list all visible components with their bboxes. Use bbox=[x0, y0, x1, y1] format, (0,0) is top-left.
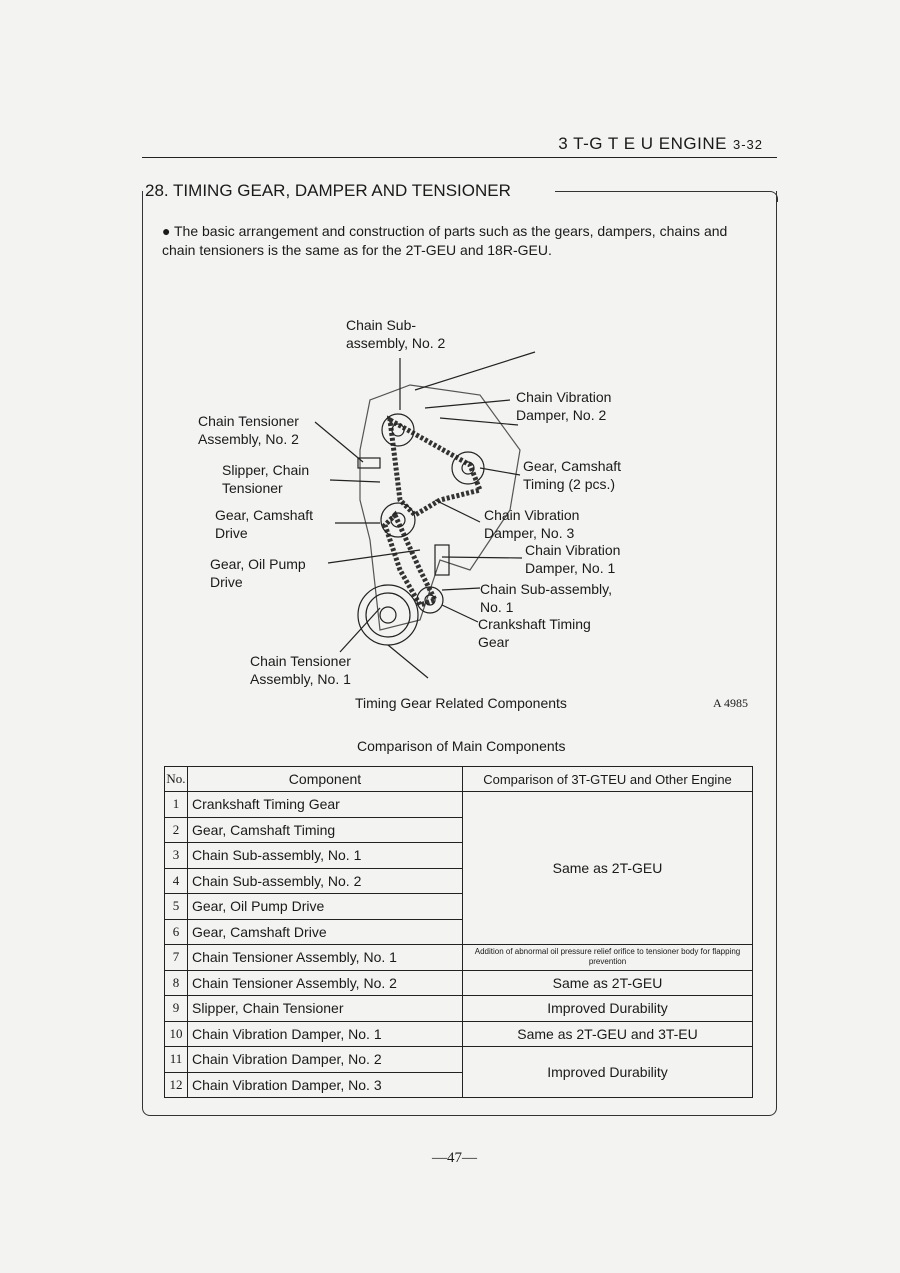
row-no: 6 bbox=[165, 919, 188, 945]
row-component: Chain Sub-assembly, No. 1 bbox=[188, 843, 463, 869]
page-code: 3-32 bbox=[732, 137, 763, 152]
section-title: 28. TIMING GEAR, DAMPER AND TENSIONER bbox=[145, 181, 519, 201]
row-comparison: Addition of abnormal oil pressure relief orifice to tensioner body for flapping prevention bbox=[463, 945, 753, 971]
page-header bbox=[558, 134, 763, 154]
label-chain-tensioner-no2: Chain Tensioner Assembly, No. 2 bbox=[198, 413, 299, 447]
label-chain-sub-no1: Chain Sub-assembly, No. 1 bbox=[480, 581, 613, 615]
row-no: 5 bbox=[165, 894, 188, 920]
table-row bbox=[165, 1021, 753, 1047]
row-component: Gear, Camshaft Drive bbox=[188, 919, 463, 945]
label-chain-vib-damper-no2: Chain Vibration Damper, No. 2 bbox=[516, 389, 612, 423]
row-component: Slipper, Chain Tensioner bbox=[188, 996, 463, 1022]
row-component: Chain Sub-assembly, No. 2 bbox=[188, 868, 463, 894]
table-header-row bbox=[165, 767, 753, 792]
row-component: Chain Vibration Damper, No. 1 bbox=[188, 1021, 463, 1047]
label-gear-oil-pump: Gear, Oil Pump Drive bbox=[210, 556, 306, 590]
row-component: Chain Vibration Damper, No. 3 bbox=[188, 1072, 463, 1098]
table-title: Comparison of Main Components bbox=[357, 738, 566, 754]
label-crankshaft-gear: Crankshaft Timing Gear bbox=[478, 616, 591, 650]
row-no: 10 bbox=[165, 1021, 188, 1047]
label-gear-camshaft-drive: Gear, Camshaft Drive bbox=[215, 507, 314, 541]
row-no: 4 bbox=[165, 868, 188, 894]
row-no: 1 bbox=[165, 792, 188, 818]
row-component: Chain Tensioner Assembly, No. 1 bbox=[188, 945, 463, 971]
label-chain-vib-damper-no1: Chain Vibration Damper, No. 1 bbox=[525, 542, 621, 576]
row-comparison: Same as 2T-GEU bbox=[463, 792, 753, 945]
row-comparison: Same as 2T-GEU and 3T-EU bbox=[463, 1021, 753, 1047]
page-number: —47— bbox=[432, 1150, 477, 1166]
row-component: Chain Tensioner Assembly, No. 2 bbox=[188, 970, 463, 996]
row-component: Crankshaft Timing Gear bbox=[188, 792, 463, 818]
row-comparison: Improved Durability bbox=[463, 1047, 753, 1098]
table-row bbox=[165, 792, 753, 818]
table-row bbox=[165, 945, 753, 971]
row-no: 9 bbox=[165, 996, 188, 1022]
row-component: Chain Vibration Damper, No. 2 bbox=[188, 1047, 463, 1073]
label-slipper: Slipper, Chain Tensioner bbox=[222, 462, 310, 496]
row-no: 2 bbox=[165, 817, 188, 843]
row-no: 8 bbox=[165, 970, 188, 996]
table-row bbox=[165, 1047, 753, 1073]
row-comparison: Improved Durability bbox=[463, 996, 753, 1022]
header-comparison: Comparison of 3T-GTEU and Other Engine bbox=[463, 767, 753, 792]
figure-code: A 4985 bbox=[713, 696, 749, 710]
section-frame-top bbox=[555, 191, 778, 202]
header-component: Component bbox=[188, 767, 463, 792]
row-no: 11 bbox=[165, 1047, 188, 1073]
figure-caption: Timing Gear Related Components bbox=[355, 695, 567, 711]
row-no: 12 bbox=[165, 1072, 188, 1098]
row-comparison: Same as 2T-GEU bbox=[463, 970, 753, 996]
bullet-text: The basic arrangement and construction of parts such as the gears, dampers, chains and chain tensioners is the same as for the 2T-GEU and 18R-GEU. bbox=[162, 223, 728, 258]
timing-gear-diagram bbox=[180, 300, 760, 700]
label-chain-tensioner-no1: Chain Tensioner Assembly, No. 1 bbox=[250, 653, 351, 687]
table-row bbox=[165, 996, 753, 1022]
row-no: 7 bbox=[165, 945, 188, 971]
label-chain-vib-damper-no3: Chain Vibration Damper, No. 3 bbox=[484, 507, 580, 541]
timing-gear-drawing bbox=[180, 300, 760, 700]
header-no: No. bbox=[165, 767, 188, 792]
table-row bbox=[165, 970, 753, 996]
label-chain-sub-no2: Chain Sub- assembly, No. 2 bbox=[346, 317, 446, 351]
row-component: Gear, Camshaft Timing bbox=[188, 817, 463, 843]
engine-name: 3 T-G T E U ENGINE bbox=[558, 134, 727, 153]
row-component: Gear, Oil Pump Drive bbox=[188, 894, 463, 920]
header-rule bbox=[142, 157, 777, 158]
comparison-table bbox=[164, 766, 753, 1098]
bullet-paragraph bbox=[162, 222, 752, 260]
row-no: 3 bbox=[165, 843, 188, 869]
bullet-icon: ● bbox=[162, 223, 171, 239]
label-gear-camshaft-timing: Gear, Camshaft Timing (2 pcs.) bbox=[523, 458, 622, 492]
